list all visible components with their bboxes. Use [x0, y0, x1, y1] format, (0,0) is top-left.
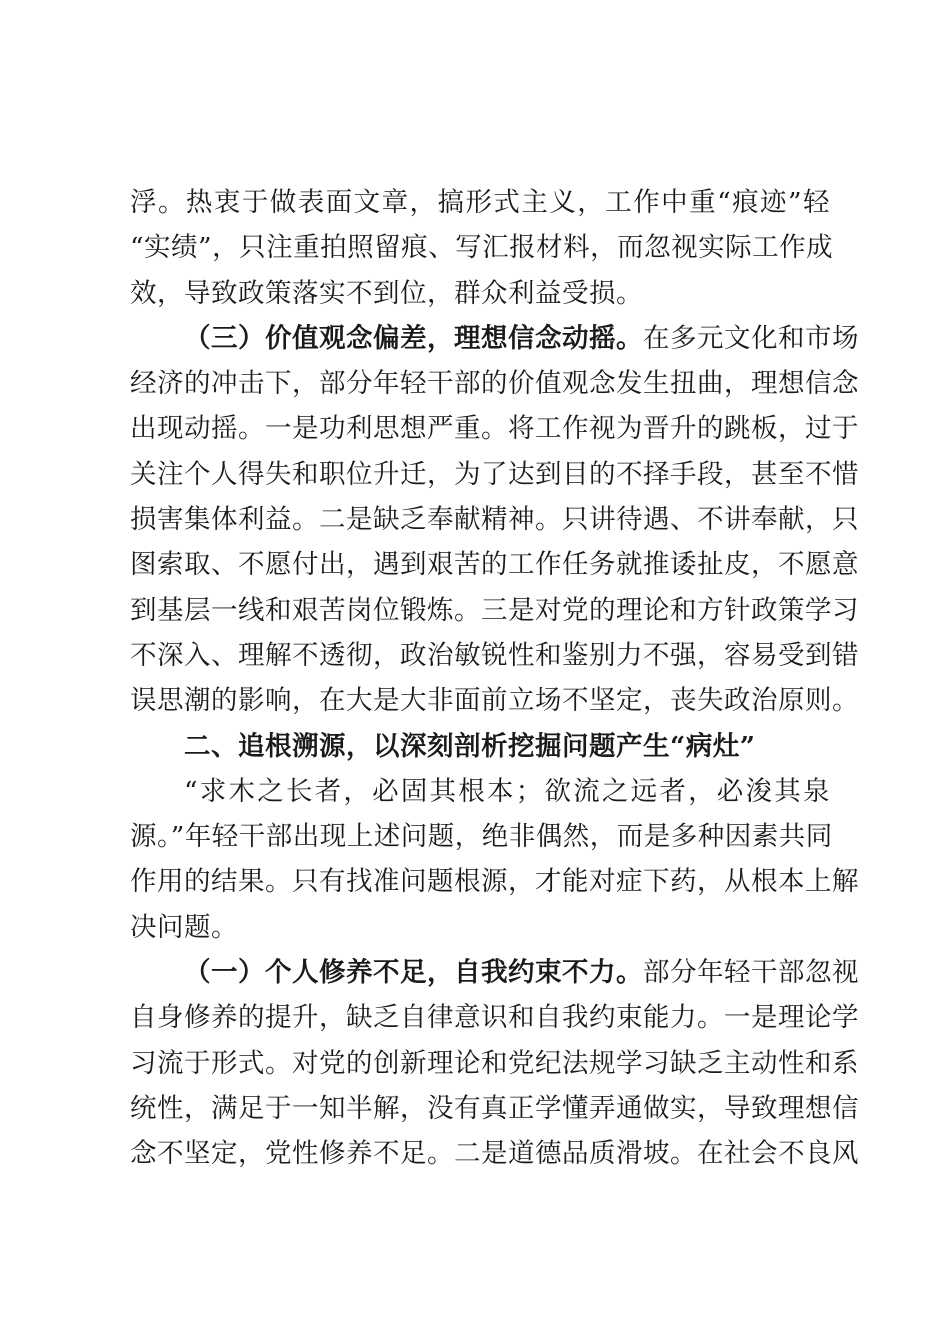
text-line — [130, 995, 859, 1040]
text-line — [130, 814, 833, 859]
body-text: 决问题。 — [130, 911, 238, 943]
text-line — [130, 859, 859, 904]
body-text: 到基层一线和艰苦岗位锻炼。三是对党的理论和方针政策学习 — [130, 594, 859, 626]
text-line — [130, 452, 859, 497]
body-text: “求木之长者，必固其根本；欲流之远者，必浚其泉 — [184, 775, 830, 807]
text-line — [130, 1086, 859, 1131]
body-text: 念不坚定，党性修养不足。二是道德品质滑坡。在社会不良风 — [130, 1138, 859, 1170]
document-page — [130, 180, 859, 1177]
text-line — [130, 588, 859, 633]
body-text: 效，导致政策落实不到位，群众利益受损。 — [130, 277, 643, 309]
heading-text: （三）价值观念偏差，理想信念动摇。 — [184, 322, 643, 354]
text-line — [130, 950, 859, 995]
body-text: 关注个人得失和职位升迁，为了达到目的不择手段，甚至不惜 — [130, 458, 859, 490]
body-text: 习流于形式。对党的创新理论和党纪法规学习缺乏主动性和系 — [130, 1047, 859, 1079]
body-text: 经济的冲击下，部分年轻干部的价值观念发生扭曲，理想信念 — [130, 368, 859, 400]
body-text: 误思潮的影响，在大是大非面前立场不坚定，丧失政治原则。 — [130, 685, 859, 717]
body-text: 不深入、理解不透彻，政治敏锐性和鉴别力不强，容易受到错 — [130, 639, 859, 671]
body-text: 统性，满足于一知半解，没有真正学懂弄通做实，导致理想信 — [130, 1092, 859, 1124]
body-text: “实绩”，只注重拍照留痕、写汇报材料，而忽视实际工作成 — [130, 232, 834, 264]
text-line — [130, 361, 859, 406]
document-body — [130, 180, 859, 1177]
body-text: 源。”年轻干部出现上述问题，绝非偶然，而是多种因素共同 — [130, 821, 833, 853]
text-line — [130, 905, 830, 950]
text-line — [130, 497, 859, 542]
body-text: 损害集体利益。二是缺乏奉献精神。只讲待遇、不讲奉献，只 — [130, 504, 859, 536]
body-text: 作用的结果。只有找准问题根源，才能对症下药，从根本上解 — [130, 866, 859, 898]
text-line — [130, 225, 834, 270]
body-text: 出现动摇。一是功利思想严重。将工作视为晋升的跳板，过于 — [130, 413, 859, 445]
text-line — [130, 678, 859, 723]
body-text: 自身修养的提升，缺乏自律意识和自我约束能力。一是理论学 — [130, 1002, 859, 1034]
text-line — [130, 1041, 859, 1086]
text-line — [130, 1131, 859, 1176]
heading-text: 二、追根溯源，以深刻剖析挖掘问题产生“病灶” — [184, 730, 756, 762]
body-text: 图索取、不愿付出，遇到艰苦的工作任务就推诿扯皮，不愿意 — [130, 549, 859, 581]
text-line — [130, 542, 859, 587]
body-text: 浮。热衷于做表面文章，搞形式主义，工作中重“痕迹”轻 — [130, 187, 830, 218]
body-text: 部分年轻干部忽视 — [643, 957, 859, 989]
text-line — [130, 724, 830, 769]
text-line — [130, 633, 859, 678]
body-text: 在多元文化和市场 — [643, 322, 859, 354]
text-line — [130, 316, 859, 361]
text-line — [130, 769, 830, 814]
text-line — [130, 180, 830, 225]
text-line — [130, 406, 859, 451]
heading-text: （一）个人修养不足，自我约束不力。 — [184, 957, 643, 989]
text-line — [130, 271, 830, 316]
